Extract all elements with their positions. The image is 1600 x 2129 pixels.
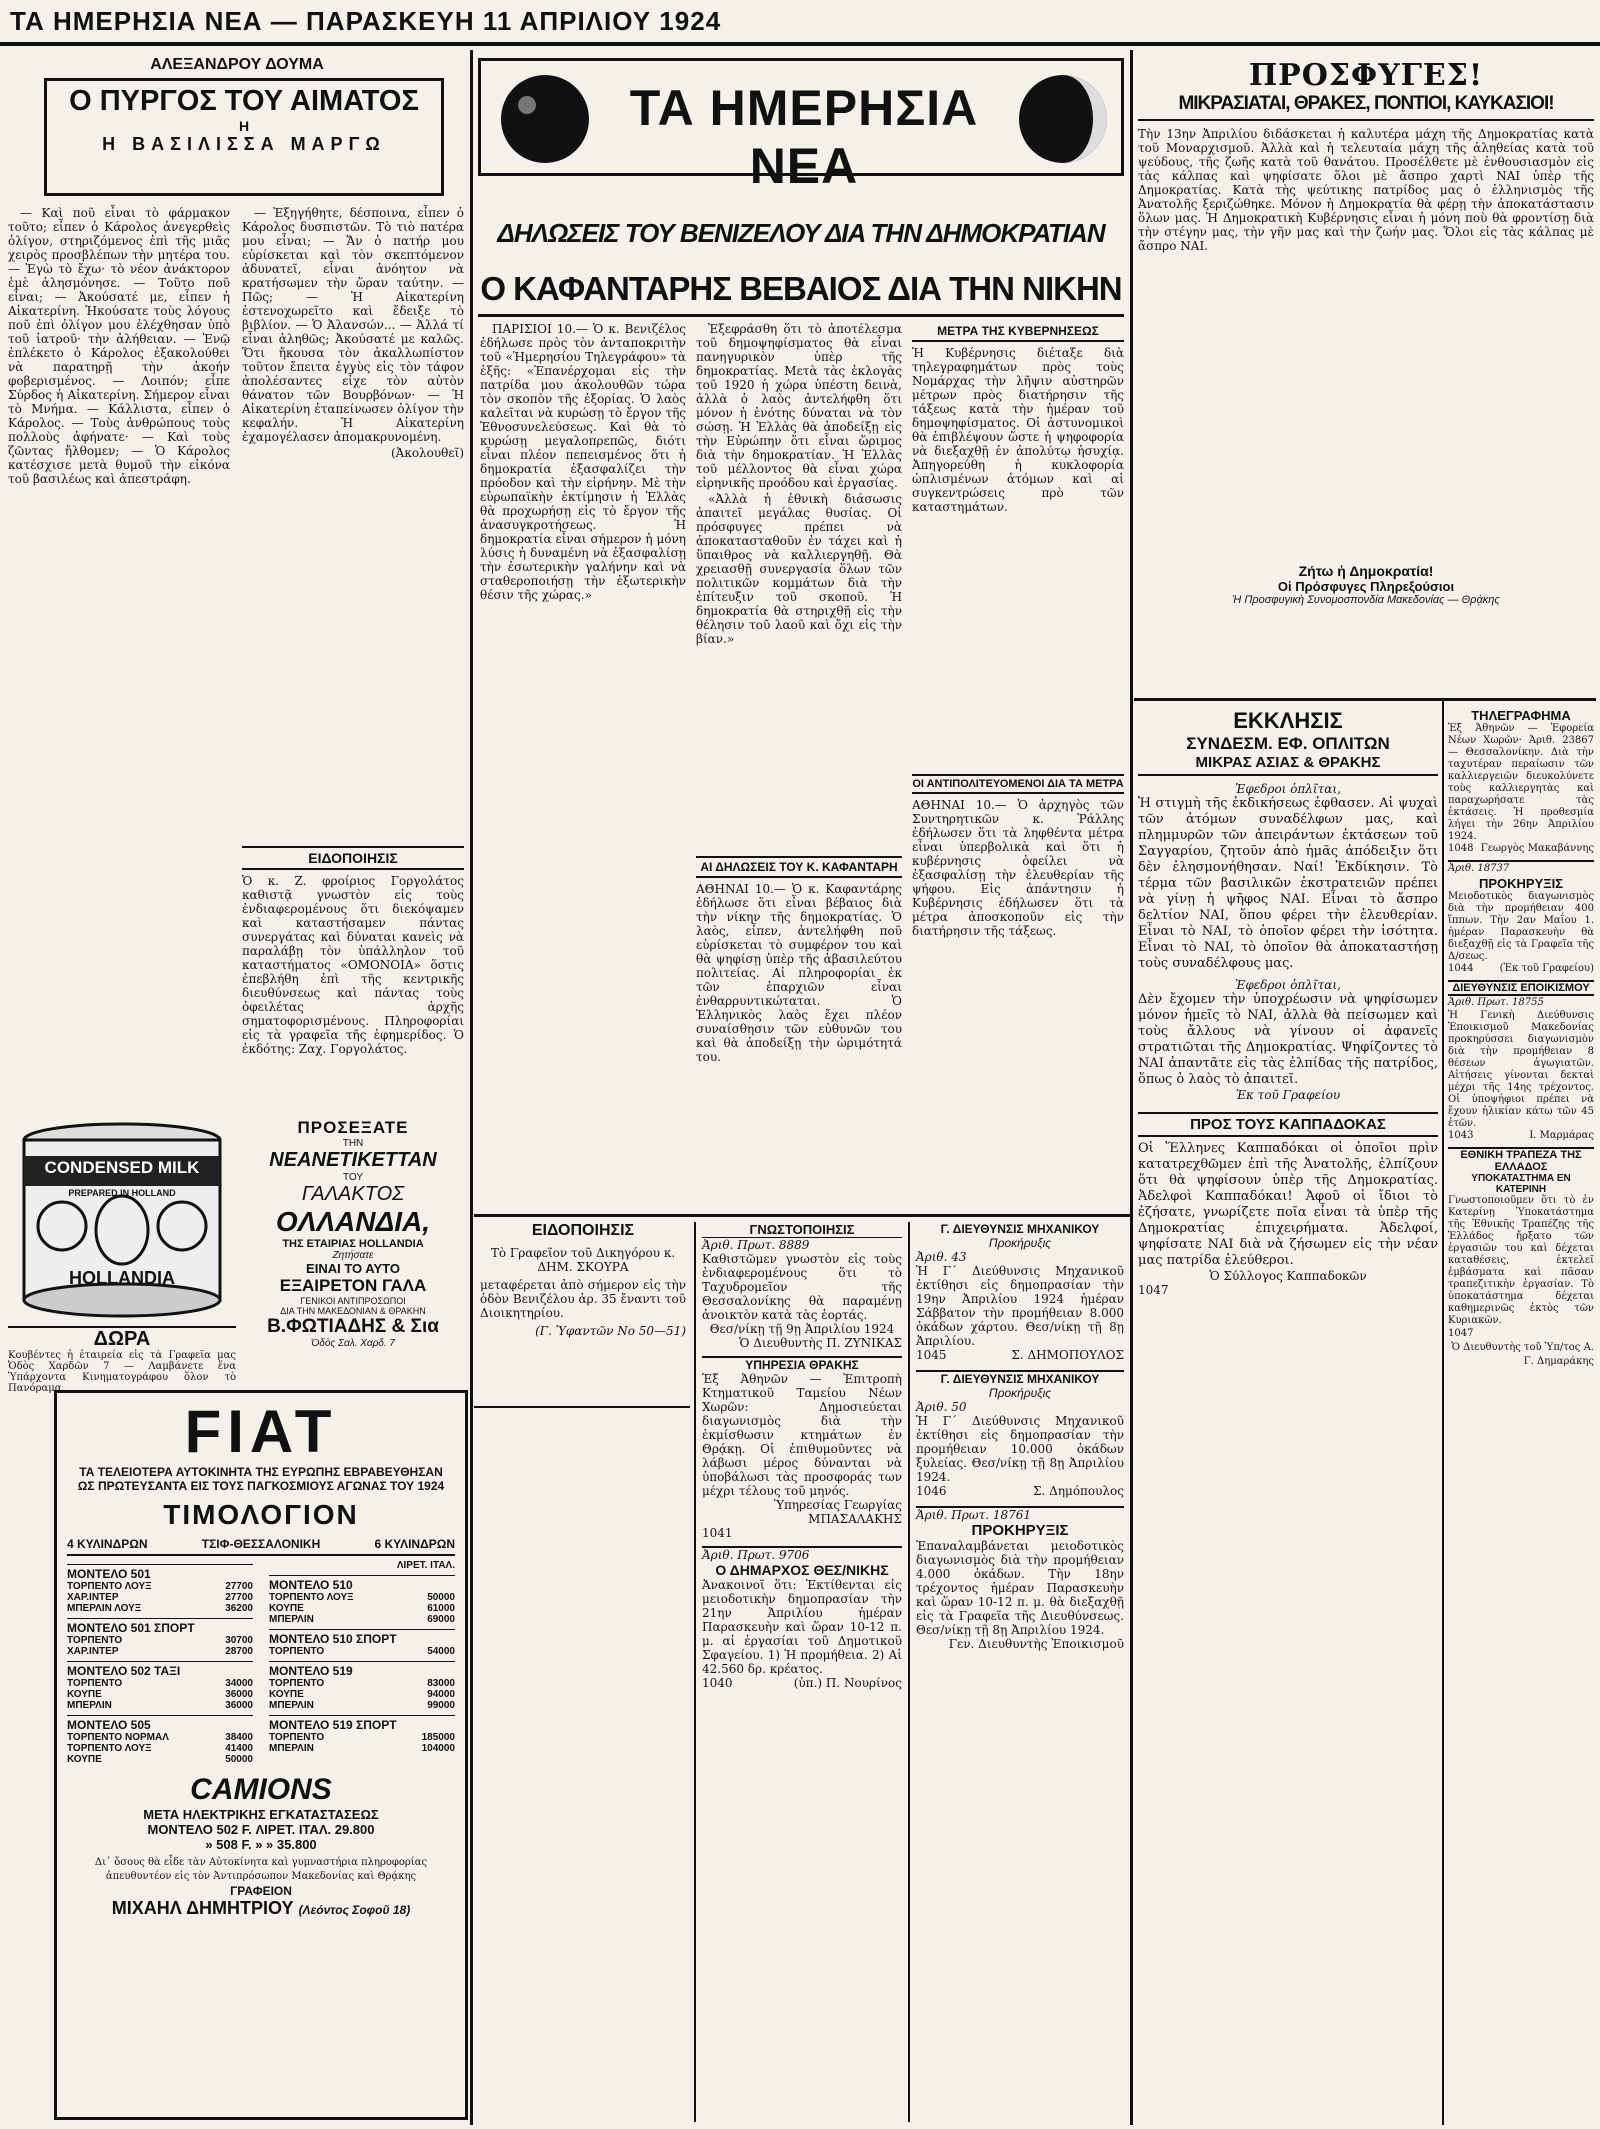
- article-venizelos-col2: [696, 322, 902, 852]
- bank-num: 1047: [1448, 1328, 1474, 1339]
- government-measures: [912, 322, 1124, 1212]
- fiat-agent-name: ΜΙΧΑΗΛ ΔΗΜΗΤΡΙΟΥ: [111, 1898, 294, 1918]
- dieuth-footer: [1448, 1130, 1594, 1141]
- center-divider: [474, 1214, 1130, 1217]
- fiat-price-row: [67, 1603, 253, 1614]
- gnostop-sign: Ὁ Διευθυντὴς Π. ΖΥΝΙΚΑΣ: [739, 1336, 902, 1350]
- mech2-footer: [916, 1484, 1124, 1498]
- fiat-price: 41400: [225, 1743, 253, 1754]
- hollandia-line1: ΠΡΟΣΕΞΑΤΕ: [297, 1118, 409, 1137]
- mech2-title: Γ. ΔΙΕΥΘΥΝΣΙΣ ΜΗΧΑΝΙΚΟΥ: [916, 1370, 1124, 1386]
- fiat-body-type: ΤΟΡΠΕΝΤΟ: [269, 1678, 325, 1689]
- serial-text-left: [8, 206, 230, 1011]
- fiat-currency: ΛΙΡΕΤ. ΙΤΑΛ.: [396, 1560, 455, 1571]
- fiat-price-row: [269, 1700, 455, 1711]
- kafantaris-text: ΑΘΗΝΑΙ 10.— Ὁ κ. Καφαντάρης ἐδήλωσε ὅτι εἶναι βέβαιος διὰ τὴν νίκην τῆς δημοκρατίας. Ὁ λαὸς, εἶπεν, ἀντελήφθη ποῦ εὑρίσκεται τὸ συμφέρον του καὶ θὰ ψηφίσῃ ὑπὲρ τῆς ἀβασιλεύτου πολιτείας. Αἱ πληροφορίαι ἐκ τῶν ἐπαρχιῶν εἶναι ἐνθαρρυντικώταται. Ὁ Ἑλληνικὸς λαὸς ἔχει πλέον συναίσθησιν τῶν εὐθυνῶν του καὶ θὰ ἀποδείξῃ τὴν ὡριμότητά του.: [696, 882, 902, 1064]
- condensed-milk-ad: [8, 1118, 236, 1394]
- fiat-ad: [54, 1390, 468, 2120]
- mech1-text: Ἡ Γ΄ Διεύθυνσις Μηχανικοῦ ἐκτίθησι εἰς δημοπρασίαν τὴν 19ην Ἀπριλίου 1924 ἡμέραν Σάββατον τὴν προμήθειαν 8.000 ὀκάδων χάρτου. Θεσ/νίκῃ τῇ 8ῃ Ἀπριλίου.: [916, 1264, 1124, 1348]
- mech1-sign: Σ. ΔΗΜΟΠΟΥΛΟΣ: [1011, 1348, 1124, 1362]
- fiat-price-row: [269, 1689, 455, 1700]
- fiat-right-table: [269, 1560, 455, 1765]
- fiat-price: 36200: [225, 1603, 253, 1614]
- fiat-body-type: ΧΑΡ.ΙΝΤΕΡ: [67, 1646, 119, 1657]
- tel-text: Ἐξ Ἀθηνῶν — Ἐφορεία Νέων Χωρῶν· Ἀριθ. 23867 — Θεσσαλονίκην. Διὰ τὴν ταχυτέραν περαίωσιν τῶν καλλιεργειῶν διευκολύνετε τοὺς καλλιεργητὰς καὶ παραχωρήσατε τὰς ἐκτάσεις. Ἡ προθεσμία λήγει τὴν 26ην Ἀπριλίου 1924.: [1448, 723, 1594, 842]
- measures-subhead: ΜΕΤΡΑ ΤΗΣ ΚΥΒΕΡΝΗΣΕΩΣ: [912, 322, 1124, 342]
- column-rule-3: [1442, 700, 1444, 2125]
- dimarxos-title: Ο ΔΗΜΑΡΧΟΣ ΘΕΣ/ΝΙΚΗΣ: [715, 1562, 889, 1578]
- ekkl-greet2: Ἐφεδροι ὁπλῖται,: [1235, 978, 1341, 992]
- bank-sub: ΥΠΟΚΑΤΑΣΤΗΜΑ ΕΝ ΚΑΤΕΡΙΝΗ: [1471, 1173, 1571, 1195]
- prok-num: 1044: [1448, 963, 1474, 974]
- newspaper-masthead: [478, 58, 1124, 194]
- gift-title: ΔΩΡΑ: [8, 1326, 236, 1351]
- hollandia-line9: ΕΙΝΑΙ ΤΟ ΑΥΤΟ: [306, 1261, 400, 1276]
- kafantaris-subhead: ΑΙ ΔΗΛΩΣΕΙΣ ΤΟΥ Κ. ΚΑΦΑΝΤΑΡΗ: [696, 856, 902, 878]
- fiat-body-type: ΤΟΡΠΕΝΤΟ ΛΟΥΞ: [67, 1581, 152, 1592]
- serial-subtitle: Η ΒΑΣΙΛΙΣΣΑ ΜΑΡΓΩ: [102, 134, 386, 154]
- mech2-ref: Ἀριθ. 50: [916, 1400, 967, 1414]
- fiat-price: 104000: [421, 1743, 455, 1754]
- fiat-price-row: [269, 1592, 455, 1603]
- fiat-agent: [67, 1898, 455, 1919]
- dimarxos-ref: Ἀριθ. Πρωτ. 9706: [702, 1546, 902, 1562]
- fiat-cif: ΤΣΙΦ-ΘΕΣΣΑΛΟΝΙΚΗ: [201, 1537, 321, 1551]
- dimarxos-num: 1040: [702, 1676, 733, 1690]
- fiat-price-row: [67, 1743, 253, 1754]
- kapp-text: Οἱ Ἕλληνες Καππαδόκαι οἱ ὁποῖοι πρὶν κατατρεχθῶμεν ἐπὶ τῆς Ἀνατολῆς, ἐλπίζουν ὅτι θὰ ψηφίσουν ὑπὲρ τῆς Δημοκρατίας. Ἀδελφοὶ Καππαδόκαι! Ἀφοῦ οἱ ἴδιοι τὸ ἐζήσατε, γνωρίζετε ποῖα εἶναι τὰ ὑπὲρ τῆς Δημοκρατίας ἐπιχειρήματα. Ἀδελφοί, ψηφίσατε ΝΑΙ διὰ νὰ ζήσωμεν εἰς τὴν νέαν μας πατρίδα ἐλεύθεροι.: [1138, 1141, 1438, 1268]
- hollandia-line12: ΔΙΑ ΤΗΝ ΜΑΚΕΔΟΝΙΑΝ & ΘΡΑΚΗΝ: [280, 1306, 426, 1316]
- fiat-price: 36000: [225, 1689, 253, 1700]
- gnostop-text: Καθιστῶμεν γνωστὸν εἰς τοὺς ἐνδιαφερομένους ὅτι τὸ Ταχυδρομεῖον τῆς Θεσσαλονίκης θὰ παραμένῃ ἀνοικτὸν κατὰ τὰς ἑορτάς.: [702, 1252, 902, 1322]
- fiat-camions-row1: ΜΟΝΤΕΛΟ 502 F. ΛΙΡΕΤ. ΙΤΑΛ. 29.800: [147, 1822, 375, 1837]
- fiat-body-type: ΚΟΥΠΕ: [67, 1754, 102, 1765]
- ekkl-title: ΕΚΚΛΗΣΙΣ: [1233, 708, 1343, 733]
- fiat-body-type: ΜΠΕΡΛΙΝ: [269, 1700, 314, 1711]
- fiat-price: 36000: [225, 1700, 253, 1711]
- fiat-price: 69000: [427, 1614, 455, 1625]
- fiat-header-row: [67, 1537, 455, 1556]
- masthead-title: ΤΑ ΗΜΕΡΗΣΙΑ ΝΕΑ: [629, 80, 979, 194]
- fiat-body-type: ΤΟΡΠΕΝΤΟ: [67, 1678, 123, 1689]
- bank-sign: Ὁ Διευθυντὴς τοῦ Ὑπ/τος Α. Γ. Δημαράκης: [1451, 1342, 1594, 1367]
- kafantaris-section: [696, 856, 902, 1211]
- notice-skoura: [480, 1222, 686, 1402]
- prokir3-ref: Ἀριθ. Πρωτ. 18761: [916, 1506, 1124, 1522]
- opposition-text: ΑΘΗΝΑΙ 10.— Ὁ ἀρχηγὸς τῶν Συντηρητικῶν κ. Ῥάλλης ἐδήλωσεν ὅτι τὰ ληφθέντα μέτρα εἶναι ὑπερβολικὰ καὶ ὅτι ἡ κυβέρνησις ὀφείλει νὰ ἐξασφαλίσῃ τὴν ἐλευθερίαν τῆς ψήφου. Εἰς ἀπάντησιν ἡ Κυβέρνησις ἐδήλωσεν ὅτι τὰ μέτρα ἀποσκοποῦν εἰς τὴν διατήρησιν τῆς τάξεως.: [912, 798, 1124, 938]
- fiat-price: 28700: [225, 1646, 253, 1657]
- dieuth-sign: Ι. Μαρμάρας: [1529, 1130, 1594, 1141]
- column-rule-2: [1130, 50, 1133, 2125]
- top-date-bar: [0, 0, 1600, 46]
- mech2-text: Ἡ Γ΄ Διεύθυνσις Μηχανικοῦ ἐκτίθησι εἰς δημοπρασίαν τὴν προμήθειαν 10.000 ὀκάδων ξυλείας. Θεσ/νίκῃ τῇ 8ῃ Ἀπριλίου 1924.: [916, 1414, 1124, 1484]
- fiat-body-type: ΤΟΡΠΕΝΤΟ ΛΟΥΞ: [269, 1592, 354, 1603]
- ekkl-sub2: ΜΙΚΡΑΣ ΑΣΙΑΣ & ΘΡΑΚΗΣ: [1138, 754, 1438, 776]
- notice-skoura-title: ΕΙΔΟΠΟΙΗΣΙΣ: [531, 1222, 635, 1239]
- fiat-slogan2: ΩΣ ΠΡΩΤΕΥΣΑΝΤΑ ΕΙΣ ΤΟΥΣ ΠΑΓΚΟΣΜΙΟΥΣ ΑΓΩΝΑΣ ΤΟΥ 1924: [77, 1479, 445, 1493]
- fiat-body-type: ΤΟΡΠΕΝΤΟ: [67, 1635, 123, 1646]
- ekkl-text2: Δὲν ἔχομεν τὴν ὑποχρέωσιν νὰ ψηφίσωμεν μόνον ἡμεῖς τὸ ΝΑΙ, ἀλλὰ θὰ πείσωμεν καὶ τοὺς ἄλλους νὰ γίνουν οἱ ἀφανεῖς στρατιῶται τῆς Δημοκρατίας. Ψηφίζοντες τὸ ΝΑΙ ἀπαντᾶτε εἰς τὰς ἐλπίδας τῆς πατρίδος, ὅπως ὁ λαὸς τὸ ἀπαιτεῖ.: [1138, 992, 1438, 1087]
- date-line: ΤΑ ΗΜΕΡΗΣΙΑ ΝΕΑ — ΠΑΡΑΣΚΕΥΗ 11 ΑΠΡΙΛΙΟΥ 1924: [10, 6, 722, 36]
- fiat-body-type: ΚΟΥΠΕ: [269, 1603, 304, 1614]
- ypourgeio-num: 1041: [702, 1526, 733, 1540]
- notice-skoura-address: (Γ. Ὑφαντῶν Νο 50—51): [535, 1324, 686, 1338]
- notice-gorgolatos: [242, 846, 464, 1116]
- fiat-model-name: ΜΟΝΤΕΛΟ 510: [269, 1575, 455, 1592]
- fiat-price: 27700: [225, 1581, 253, 1592]
- fiat-price: 94000: [427, 1689, 455, 1700]
- fiat-price-row: [67, 1689, 253, 1700]
- milk-can-illustration: [8, 1118, 236, 1324]
- serial-title-box: [44, 78, 444, 196]
- hollandia-line11: ΓΕΝΙΚΟΙ ΑΝΤΙΠΡΟΣΩΠΟΙ: [300, 1296, 406, 1306]
- serial-title: Ο ΠΥΡΓΟΣ ΤΟΥ ΑΙΜΑΤΟΣ: [69, 85, 419, 117]
- article-venizelos-p3: «Ἀλλὰ ἡ ἐθνικὴ διάσωσις ἀπαιτεῖ μεγάλας θυσίας. Οἱ πρόσφυγες πρέπει νὰ ἀποκατασταθοῦν ἐν τάχει καὶ ἡ ὕπαιθρος νὰ καλλιεργηθῇ. Θὰ χρειασθῇ συνεργασία ὅλων τῶν πολιτικῶν κομμάτων διὰ τὴν ἐπίτευξιν τοῦ σκοποῦ. Ἡ δημοκρατία θὰ στηριχθῇ εἰς τὴν θέλησιν τοῦ λαοῦ καὶ ὄχι εἰς τὴν βίαν.»: [696, 492, 902, 646]
- fiat-body-type: ΜΠΕΡΛΙΝ: [269, 1743, 314, 1754]
- fiat-body-type: ΚΟΥΠΕ: [67, 1689, 102, 1700]
- mech1-ref: Ἀριθ. 43: [916, 1250, 967, 1264]
- fiat-body-type: ΤΟΡΠΕΝΤΟ ΛΟΥΞ: [67, 1743, 152, 1754]
- mech1-num: 1045: [916, 1348, 947, 1362]
- fiat-price: 99000: [427, 1700, 455, 1711]
- globe-right-icon: [1015, 71, 1111, 167]
- mech2-num: 1046: [916, 1484, 947, 1498]
- fiat-slogan1: ΤΑ ΤΕΛΕΙΟΤΕΡΑ ΑΥΤΟΚΙΝΗΤΑ ΤΗΣ ΕΥΡΩΠΗΣ ΕΒΡΑΒΕΥΘΗΣΑΝ: [79, 1465, 443, 1479]
- dieuth-ref: Ἀριθ. Πρωτ. 18755: [1448, 997, 1544, 1008]
- kapp-title: ΠΡΟΣ ΤΟΥΣ ΚΑΠΠΑΔΟΚΑΣ: [1138, 1112, 1438, 1137]
- bank-title: ΕΘΝΙΚΗ ΤΡΑΠΕΖΑ ΤΗΣ ΕΛΛΑΔΟΣ: [1448, 1147, 1594, 1173]
- milk-can-label: CONDENSED MILK: [44, 1158, 200, 1177]
- globe-left-icon: [497, 71, 593, 167]
- fiat-price: 83000: [427, 1678, 455, 1689]
- fiat-left-table: [67, 1560, 253, 1765]
- prokir3-title: ΠΡΟΚΗΡΥΞΙΣ: [971, 1522, 1069, 1539]
- hollandia-line7: ΤΗΣ ΕΤΑΙΡΙΑΣ HOLLANDIA: [282, 1238, 424, 1250]
- bank-text: Γνωστοποιοῦμεν ὅτι τὸ ἐν Κατερίνῃ Ὑποκατάστημα τῆς Ἐθνικῆς Τραπέζης τῆς Ἑλλάδος ἤρξατο τῶν ἐργασιῶν του καὶ δέχεται καταθέσεις, ἐκτελεῖ ἐμβάσματα καὶ πᾶσαν τραπεζιτικὴν ἐργασίαν. Τὸ ὑποκατάστημα δέχεται καθημερινῶς ἐκτὸς τῶν Κυριακῶν.: [1448, 1195, 1594, 1326]
- fiat-price-row: [67, 1581, 253, 1592]
- tel-num: 1048: [1448, 843, 1474, 854]
- gnostop-title: ΓΝΩΣΤΟΠΟΙΗΣΙΣ: [702, 1222, 902, 1238]
- dieuth-num: 1043: [1448, 1130, 1474, 1141]
- mech2-sub: Προκήρυξις: [988, 1386, 1052, 1400]
- dieuth-title: ΔΙΕΥΘΥΝΣΙΣ ΕΠΟΙΚΙΣΜΟΥ: [1448, 980, 1594, 996]
- fiat-brand: FIAT: [184, 1398, 338, 1465]
- fiat-body-type: ΤΟΡΠΕΝΤΟ: [269, 1646, 325, 1657]
- fiat-price-tables: [67, 1560, 455, 1765]
- headline-kafantaris: Ο ΚΑΦΑΝΤΑΡΗΣ ΒΕΒΑΙΟΣ ΔΙΑ ΤΗΝ ΝΙΚΗΝ: [478, 270, 1124, 317]
- skoura-divider: [474, 1406, 690, 1408]
- article-venizelos-col1: [480, 322, 686, 1212]
- fiat-cyl4: 4 ΚΥΛΙΝΔΡΩΝ: [67, 1537, 148, 1551]
- fiat-office: ΓΡΑΦΕΙΟΝ: [230, 1884, 292, 1898]
- ekkl-text: Ἡ στιγμὴ τῆς ἐκδικήσεως ἐφθασεν. Αἱ ψυχαὶ τῶν ἀτόμων συναδέλφων μας, καὶ πλημμυρῶν τῶν ἀπειράντων ἐκτάσεων τοῦ Σαγγαρίου, ζητοῦν ἀπὸ ἡμᾶς ἀπόδειξιν ὅτι δὲν ἐλησμονήθησαν. Ναί! Ἐκδίκησιν. Τὸ τέρμα τῶν βασιλικῶν ἐκστρατειῶν πρέπει νὰ γίνῃ ἡ ψῆφος ΝΑΙ. Εἶναι τὸ ἄσπρο δελτίον ΝΑΙ, ὅπου φέρει τὴν ἐλευθερίαν. Εἶναι τὸ ΝΑΙ, τὸ ὁποῖον φέρει τὴν ἰσότητα. Εἶναι τὸ ΝΑΙ, τὸ ὁποῖον θὰ ἀποκαταστήσῃ τοὺς συναδέλφους μας.: [1138, 796, 1438, 971]
- fiat-body-type: ΤΟΡΠΕΝΤΟ: [269, 1732, 325, 1743]
- fiat-body-type: ΜΠΕΡΛΙΝ: [269, 1614, 314, 1625]
- prok-footer: [1448, 963, 1594, 974]
- fiat-price: 54000: [427, 1646, 455, 1657]
- notice-skoura-text: μεταφέρεται ἀπὸ σήμερον εἰς τὴν ὁδὸν Βενιζέλου ἀρ. 35 ἔναντι τοῦ Διοικητηρίου.: [480, 1278, 686, 1320]
- fiat-body-type: ΚΟΥΠΕ: [269, 1689, 304, 1700]
- notice-gorgolatos-text: Ὁ κ. Ζ. φροίριος Γοργολάτος καθιστᾷ γνωστὸν εἰς τοὺς ἐνδιαφερομένους ὅτι διεκόψαμεν καὶ καταστήσαμεν πάντας συνεργάτας καὶ δύναται κανεὶς νὰ παραλάβῃ τὸν ὑπάλληλον τοῦ καταστήματος «ΟΜΟΝΟΙΑ» ὅστις ἐπεβλήθη ἐπὶ τῆς κεντρικῆς διευθύνσεως καὶ πάντας τοὺς ὀφειλέτας ἀρχῆς σηματοφορισμένους. Πληροφορίαι εἰς τὰ γραφεῖα τῆς ἐφημερίδος. Ὁ ἐκδότης: Ζαχ. Γοργολάτος.: [242, 874, 464, 1056]
- ypourgeio-sign: Ὑπηρεσίας Γεωργίας ΜΠΑΣΑΛΑΚΗΣ: [773, 1498, 902, 1526]
- fiat-price-row: [67, 1635, 253, 1646]
- fiat-price-row: [269, 1614, 455, 1625]
- headline-venizelos: ΔΗΛΩΣΕΙΣ ΤΟΥ ΒΕΝΙΖΕΛΟΥ ΔΙΑ ΤΗΝ ΔΗΜΟΚΡΑΤΙΑΝ: [497, 218, 1105, 248]
- fiat-price-row: [67, 1700, 253, 1711]
- ypourgeio-text: Ἐξ Ἀθηνῶν — Ἐπιτροπὴ Κτηματικοῦ Ταμείου Νέων Χωρῶν: Δημοσιεύεται διαγωνισμὸς διὰ τὴν ἐκμίσθωσιν κτημάτων ἐν Θρᾴκῃ. Οἱ ἐπιθυμοῦντες νὰ λάβωσι μέρος δύνανται νὰ ὑποβάλωσι τὰς προσφοράς των μέχρι τέλους τοῦ μηνός.: [702, 1372, 902, 1498]
- tel-title: ΤΗΛΕΓΡΑΦΗΜΑ: [1471, 708, 1571, 723]
- fiat-price-row: [67, 1754, 253, 1765]
- fiat-price: 185000: [421, 1732, 455, 1743]
- ypourgeio-title: ΥΠΗΡΕΣΙΑ ΘΡΑΚΗΣ: [702, 1356, 902, 1372]
- fiat-price-row: [67, 1732, 253, 1743]
- kapp-foot: 1047: [1138, 1283, 1169, 1297]
- fiat-price-row: [269, 1732, 455, 1743]
- prok-sign: (Ἐκ τοῦ Γραφείου): [1499, 963, 1594, 974]
- fiat-price: 38400: [225, 1732, 253, 1743]
- notice-skoura-line: Τὸ Γραφεῖον τοῦ Δικηγόρου κ. ΔΗΜ. ΣΚΟΥΡΑ: [490, 1246, 676, 1274]
- gift-text: Κουβέντες ἡ ἐταιρεία εἰς τὰ Γραφεῖα μας Ὁδὸς Χαρδῶν 7 — Λαμβάνετε ἕνα Ὑπάρχοντα Κινηματογράφου ὅλον τὸ Πανόραμα.: [8, 1350, 236, 1394]
- tel-sign: Γεωργὸς Μακαβάννης: [1480, 843, 1594, 854]
- fiat-model-name: ΜΟΝΤΕΛΟ 502 ΤΑΞΙ: [67, 1661, 253, 1678]
- fiat-model-name: ΜΟΝΤΕΛΟ 519 ΣΠΟΡΤ: [269, 1715, 455, 1732]
- hollandia-line3: ΝΕΑΝΕΤΙΚΕΤΤΑΝ: [269, 1149, 437, 1171]
- hollandia-line10: ΕΞΑΙΡΕΤΟΝ ΓΑΛΑ: [279, 1276, 427, 1295]
- measures-text: Ἡ Κυβέρνησις διέταξε διὰ τηλεγραφημάτων πρὸς τοὺς Νομάρχας τὴν λῆψιν αὐστηρῶν μέτρων πρὸς διατήρησιν τῆς τάξεως κατὰ τὴν ἡμέραν τοῦ δημοψηφίσματος. Οἱ ἀστυνομικοὶ θὰ ἐπιβλέψουν ὥστε ἡ ψηφοφορία νὰ διεξαχθῇ ἐν ἀπολύτῳ ἡσυχίᾳ. Ἀπηγορεύθη ἡ κυκλοφορία ὡπλισμένων ἀτόμων καὶ αἱ συγκεντρώσεις πρὸ τῶν καταστημάτων.: [912, 346, 1124, 514]
- prokir3-text: Ἐπαναλαμβάνεται μειοδοτικὸς διαγωνισμὸς διὰ τὴν προμήθειαν 4.000 ὀκάδων. Τὴν 18ην τρέχοντος ἡμέραν Παρασκευὴν καὶ ὥραν 10-12 π. μ. θὰ διεξαχθῇ εἰς τὰ Γραφεῖα τῆς Διευθύνσεως. Θεσ/νίκῃ τῇ 8ῃ Ἀπριλίου 1924.: [916, 1539, 1124, 1637]
- fiat-price: 50000: [427, 1592, 455, 1603]
- fiat-price-row: [269, 1678, 455, 1689]
- refugees-sign: Οἱ Πρόσφυγες Πληρεξούσιοι: [1277, 579, 1455, 594]
- milk-can-prepared: PREPARED IN HOLLAND: [68, 1188, 176, 1198]
- kapp-sign: Ὁ Σύλλογος Καππαδοκῶν: [1209, 1269, 1367, 1283]
- column-rule-1: [470, 50, 473, 2125]
- dimarxos-sign: (ὑπ.) Π. Νουρίνος: [793, 1676, 902, 1690]
- dimarxos-text: Ἀνακοινοῖ ὅτι: Ἐκτίθενται εἰς μειοδοτικὴν δημοπρασίαν τὴν 21ην Ἀπριλίου ἡμέραν Παρασκευὴν καὶ ὥραν 10-12 π. μ. αἱ ἐργασίαι τοῦ Δημοτικοῦ Σφαγείου. 1) Ἡ προμήθεια. 2) Αἱ 42.560 δρ. κρέατος.: [702, 1578, 902, 1676]
- dieuth-text: Ἡ Γενικὴ Διεύθυνσις Ἐποικισμοῦ Μακεδονίας προκηρύσσει διαγωνισμὸν διὰ τὴν προμήθειαν 8 θέσεων ἀγωγιατῶν. Αἰτήσεις γίνονται δεκταὶ μέχρι τῆς 14ης τρέχοντος. Οἱ ὑποψήφιοι πρέπει νὰ ἔχουν ἡλικίαν κάτω τῶν 45 ἐτῶν.: [1448, 1010, 1594, 1129]
- refugees-title: ΠΡΟΣΦΥΓΕΣ!: [1248, 58, 1484, 93]
- fiat-model-name: ΜΟΝΤΕΛΟ 501: [67, 1564, 253, 1581]
- fiat-price-row: [269, 1743, 455, 1754]
- refugees-text: Τὴν 13ην Ἀπριλίου διδάσκεται ἡ καλυτέρα μάχη τῆς Δημοκρατίας κατὰ τοῦ Μοναρχισμοῦ. Ἀλλὰ καὶ ἡ τελευταία μάχη τῆς ἀληθείας κατὰ τοῦ ψεύδους, τῆς ζωῆς κατὰ τοῦ θανάτου. Προσέλθετε μὲ ἐνθουσιασμὸν εἰς τὰς κάλπας καὶ ψηφίσατε ὅλοι μὲ ἄσπρο χαρτὶ ΝΑΙ ὑπὲρ τῆς Δημοκρατίας. Κατὰ τὴς ψεύτικης πατρίδος μας ὁ ἑλληνισμὸς τῆς Ἀνατολῆς ξεριζώθηκε. Μόνον ἡ Δημοκρατία θὰ φέρῃ τὴν ἀποκατάστασιν ὅλων μας. Ἡ Δημοκρατικὴ Κυβέρνησις εἶναι ἡ μόνη ποὺ θὰ φροντίσῃ διὰ τὴν στέγην μας, τὴν γῆν μας καὶ τὴν ζωήν μας. Ὅλοι εἰς τὰς κάλπας μὲ ἄσπρο ΝΑΙ.: [1138, 127, 1594, 253]
- fiat-body-type: ΜΠΕΡΛΙΝ ΛΟΥΞ: [67, 1603, 142, 1614]
- fiat-price-row: [269, 1646, 455, 1657]
- serial-author: ΑΛΕΞΑΝΔΡΟΥ ΔΟΥΜΑ: [150, 56, 324, 73]
- fiat-price-row: [67, 1592, 253, 1603]
- fiat-price-row: [67, 1646, 253, 1657]
- dimarxos-footer: [702, 1676, 902, 1690]
- hollandia-line4: ΤΟΥ: [342, 1172, 364, 1183]
- to-be-continued: (Ἀκολουθεῖ): [390, 446, 464, 460]
- right-narrow-column: [1448, 708, 1594, 2118]
- serial-story: [8, 56, 466, 1116]
- right-divider: [1134, 698, 1596, 701]
- notices-right-center-column: [908, 1222, 1124, 2122]
- opposition-subhead: ΟΙ ΑΝΤΙΠΟΛΙΤΕΥΟΜΕΝΟΙ ΔΙΑ ΤΑ ΜΕΤΡΑ: [912, 774, 1124, 794]
- mech2-sign: Σ. Δημόπουλος: [1033, 1484, 1124, 1498]
- prok-title: ΠΡΟΚΗΡΥΞΙΣ: [1478, 876, 1564, 891]
- hollandia-line5: ΓΑΛΑΚΤΟΣ: [301, 1183, 405, 1205]
- gnostop-ref: Ἀριθ. Πρωτ. 8889: [702, 1238, 810, 1252]
- gnostop-date: Θεσ/νίκῃ τῇ 9ῃ Ἀπριλίου 1924: [709, 1322, 895, 1336]
- prok-text: Μειοδοτικὸς διαγωνισμὸς διὰ τὴν προμήθειαν 400 ἵππων. Τὴν 2αν Μαΐου 1. ἡμέραν Παρασκευὴν θὰ διεξαχθῇ εἰς τὰ Γραφεῖα τῆς Δ/σεως.: [1448, 891, 1594, 962]
- ekkl-greet: Ἐφεδροι ὁπλῖται,: [1235, 782, 1341, 796]
- fiat-body-type: ΧΑΡ.ΙΝΤΕΡ: [67, 1592, 119, 1603]
- prok-ref: Ἀριθ. 18737: [1448, 860, 1594, 876]
- fiat-price-row: [67, 1678, 253, 1689]
- fiat-model-name: ΜΟΝΤΕΛΟ 501 ΣΠΟΡΤ: [67, 1618, 253, 1635]
- ekkl-sub1: ΣΥΝΔΕΣΜ. ΕΦ. ΟΠΛΙΤΩΝ: [1186, 734, 1390, 753]
- appeal-reservists: [1138, 708, 1438, 2118]
- notices-middle-column: [694, 1222, 902, 2122]
- prokir3-sign: Γεν. Διευθυντὴς Ἐποικισμοῦ: [948, 1637, 1124, 1651]
- hollandia-line6: ΟΛΛΑΝΔΙΑ,: [275, 1206, 431, 1237]
- fiat-body-type: ΤΟΡΠΕΝΤΟ ΝΟΡΜΑΛ: [67, 1732, 169, 1743]
- hollandia-line2: ΤΗΝ: [342, 1138, 364, 1149]
- tel-footer: [1448, 843, 1594, 854]
- hollandia-line14: Ὁδὸς Σαλ. Χαρδ. 7: [311, 1338, 395, 1349]
- refugees-org: Ἡ Προσφυγικὴ Συνομοσπονδία Μακεδονίας — Θρᾴκης: [1232, 594, 1500, 606]
- fiat-cyl6: 6 ΚΥΛΙΝΔΡΩΝ: [374, 1537, 455, 1551]
- fiat-camions: CAMIONS: [190, 1773, 332, 1806]
- serial-text-right: [242, 206, 464, 846]
- fiat-price: 61000: [427, 1603, 455, 1614]
- refugees-subtitle: ΜΙΚΡΑΣΙΑΤΑΙ, ΘΡΑΚΕΣ, ΠΟΝΤΙΟΙ, ΚΑΥΚΑΣΙΟΙ!: [1138, 93, 1594, 121]
- mech1-footer: [916, 1348, 1124, 1362]
- notice-gorgolatos-title: ΕΙΔΟΠΟΙΗΣΙΣ: [242, 846, 464, 870]
- fiat-price: 27700: [225, 1592, 253, 1603]
- fiat-camions-row2: » 508 F. » » 35.800: [205, 1837, 317, 1852]
- milk-can-brand: HOLLANDIA: [69, 1268, 175, 1288]
- fiat-model-name: ΜΟΝΤΕΛΟ 519: [269, 1661, 455, 1678]
- article-venizelos-p1: ΠΑΡΙΣΙΟΙ 10.— Ὁ κ. Βενιζέλος ἐδήλωσε πρὸς τὸν ἀνταποκριτὴν τοῦ «Ἡμερησίου Τηλεγράφου» τὰ ἑξῆς: «Ἐπανέρχομαι εἰς τὴν πατρίδα μου ἀκολουθῶν τώρα τὸν σκοπὸν τῆς ἐξορίας. Ὁ λαὸς καλεῖται νὰ κυρώσῃ τὸ ἔργον τῆς Ἐθνοσυνελεύσεως. Καὶ θὰ τὸ κυρώσῃ μεγαλοπρεπῶς, διότι εἶναι πλέον πεπεισμένος ὅτι ἡ δημοκρατία ἐξασφαλίζει τὴν πρόοδον καὶ τὴν εἰρήνην. Μὲ τὴν εὐρωπαϊκὴν ἐκτίμησιν ἡ Ἑλλὰς θὰ προχωρήσῃ εἰς τὸ ἔργον τῆς ἀνασυγκροτήσεως. Ἡ δημοκρατία εἶναι σήμερον ἡ μόνη λύσις ἡ δυναμένη νὰ ἐξασφαλίσῃ τὴν ἐσωτερικὴν γαλήνην καὶ νὰ σταθεροποιήσῃ τὴν ἐξωτερικὴν θέσιν τῆς χώρας.»: [480, 322, 686, 602]
- serial-title-or: Η: [238, 118, 250, 134]
- fiat-price-row: [269, 1603, 455, 1614]
- mech1-title: Γ. ΔΙΕΥΘΥΝΣΙΣ ΜΗΧΑΝΙΚΟΥ: [940, 1222, 1100, 1236]
- refugees-slogan: Ζήτω ἡ Δημοκρατία!: [1298, 563, 1434, 579]
- fiat-pricelist: ΤΙΜΟΛΟΓΙΟΝ: [163, 1499, 359, 1530]
- fiat-body-type: ΜΠΕΡΛΙΝ: [67, 1700, 112, 1711]
- refugees-appeal: [1138, 58, 1594, 698]
- fiat-agent-address: (Λεόντος Σοφοῦ 18): [298, 1903, 411, 1917]
- ekkl-sign: Ἐκ τοῦ Γραφείου: [1235, 1088, 1341, 1102]
- hollandia-ad: [240, 1118, 466, 1378]
- serial-paragraph-right: — Ἐξηγήθητε, δέσποινα, εἶπεν ὁ Κάρολος δυσπιστῶν. Τὸ τιὸ πατέρα μου εἶναι; — Ἄν ὁ πατήρ μου εὑρίσκεται καὶ τὸν σκεπτόμενον ἀδυνατεῖ, εἶναι ἀνόητον νὰ κρατήσωμεν τὴν ὥραν ταύτην. — Πῶς; — Ἡ Αἰκατερίνη ἐστενοχωρεῖτο καὶ ἔδειξε τὸ βιβλίον. — Ὁ Ἀλανσών... — Ἀλλά τί εἶναι ἀληθῶς; Ἀκούσατέ με καλῶς. Ὅτι ἤκουσα τὸν ἀκαλλωπίστον τοῦτον ἔπειτα ἐγγὺς εἰς τὸν τάφον ἀπολέσαντες εἶχε τὸν αὐτὸν θάνατον τῶν Βουρβόνων· — Ἡ Αἰκατερίνη ἐταπείνωσεν ὀλίγον τὴν κεφαλήν. Ἡ Αἰκατερίνη ἐχαμογέλασεν ἀπομακρυνομένη.: [242, 206, 464, 444]
- article-venizelos-p2: Ἐξεφράσθη ὅτι τὸ ἀποτέλεσμα τοῦ δημοψηφίσματος θὰ εἶναι πανηγυρικὸν ὑπὲρ τῆς δημοκρατίας. Μετὰ τὰς ἐκλογὰς τοῦ 1920 ἡ χώρα ὑπέστη δεινὰ, ἀλλὰ ὁ λαὸς ἀντελήφθη ὅτι μόνον ἡ ἑνότης δύναται νὰ τὸν σώσῃ. Ἡ Ἑλλὰς θὰ ἀποδείξῃ εἰς τὴν Εὐρώπην ὅτι εἶναι ὥριμος διὰ τὴν δημοκρατίαν. Ἡ Ἑλλὰς τοῦ μέλλοντος θὰ εἶναι χώρα εἰρηνικῆς προόδου καὶ ἐργασίας.: [696, 322, 902, 490]
- fiat-price: 50000: [225, 1754, 253, 1765]
- fiat-model-name: ΜΟΝΤΕΛΟ 510 ΣΠΟΡΤ: [269, 1629, 455, 1646]
- serial-paragraph-left: — Καὶ ποῦ εἶναι τὸ φάρμακον τοῦτο; εἶπεν ὁ Κάρολος ἀνεγερθεὶς ὀλίγον, στηριζόμενος ἐπὶ τῆς μιᾶς χειρὸς προσβλέπων τὴν μητέρα του. — Ἐγὼ τὸ ἔχω· τὸ νέον ἀνάκτορον ἐμὲ ἀλησμόνησε. — Τοῦτο ποῦ εἶναι; — Ἀκούσατέ με, εἶπεν ἡ Αἰκατερίνη. Ἠκούσατε τοὺς λόγους ποῦ ἐπὶ ὀλίγον μου ἐλέχθησαν ὑπὸ τοῦ ἰατροῦ· τὴν ἀλήθειαν. — Ἐνῷ ἐπλέκετο ὁ Κάρολος ἐξακολούθει νὰ παρατηρῇ τὴν ἀκοήν φοβερισμένος. — Λοιπόν; εἶπε Σύρδος ἡ Αἰκατερίνη. Σήμερον εἶναι τὸ Μνήμα. — Κάλλιστα, εἶπεν ὁ Κάρολος. — Τοὺς ἀνθρώπους τοὺς πολλοὺς ἀφήνατε· — Καὶ τοὺς ζῶντας ἤλθομεν; — Ὁ Κάρολος κατέσχισε μετὰ θυμοῦ τὴν εἰκόνα τοῦ βασιλέως καὶ ἀπεστράφη.: [8, 206, 230, 486]
- hollandia-line13: Β.ΦΩΤΙΑΔΗΣ & Σια: [267, 1316, 439, 1337]
- mech1-sub: Προκήρυξις: [988, 1236, 1052, 1250]
- hollandia-line8: Ζητήσατε: [332, 1250, 374, 1261]
- fiat-model-name: ΜΟΝΤΕΛΟ 505: [67, 1715, 253, 1732]
- fiat-info: Δι᾽ ὅσους θὰ εἶδε τὰν Αὐτοκίνητα καὶ γυμναστήρια πληροφορίας ἀπευθυντέον εἰς τὸν Ἀντιπρόσωπον Μακεδονίας καὶ Θρᾴκης: [94, 1857, 428, 1882]
- fiat-price: 30700: [225, 1635, 253, 1646]
- fiat-camions-sub: ΜΕΤΑ ΗΛΕΚΤΡΙΚΗΣ ΕΓΚΑΤΑΣΤΑΣΕΩΣ: [143, 1807, 379, 1822]
- fiat-price: 34000: [225, 1678, 253, 1689]
